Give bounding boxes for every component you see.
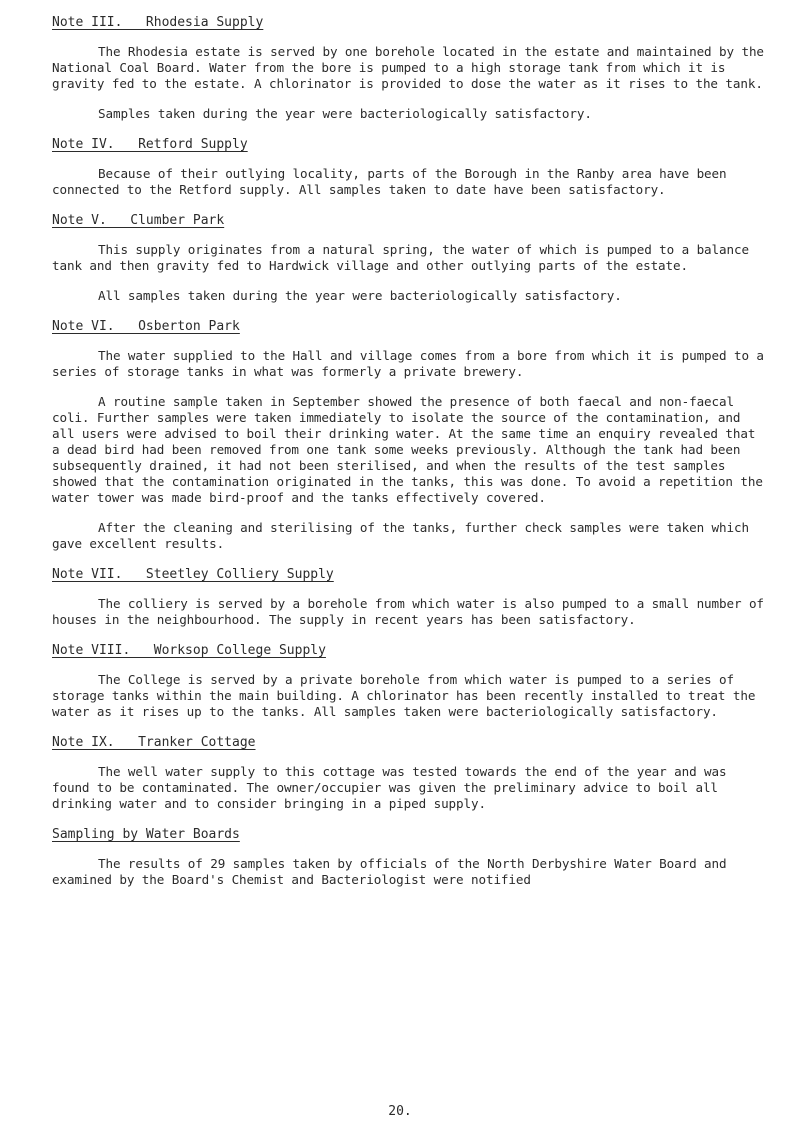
note-vii-paragraph-1: The colliery is served by a borehole from which water is also pumped to a small number of houses in the neighbourhood. The supply in recent years has been satisfactory. [52,596,764,627]
note-ix-heading: Note IX. Tranker Cottage [52,735,256,750]
note-viii-section [52,642,764,720]
note-vii-heading: Note VII. Steetley Colliery Supply [52,567,334,582]
document-page [52,14,764,902]
note-v-paragraph-1: This supply originates from a natural spring, the water of which is pumped to a balance tank and then gravity fed to Hardwick village and other outlying parts of the estate. [52,242,749,273]
page-number: 20. [388,1104,412,1119]
note-iii-heading: Note III. Rhodesia Supply [52,15,264,30]
note-iii-paragraph-2: Samples taken during the year were bacteriologically satisfactory. [98,106,592,121]
note-v-heading: Note V. Clumber Park [52,213,225,228]
note-v-paragraph-2: All samples taken during the year were bacteriologically satisfactory. [98,288,622,303]
note-iii-section [52,14,764,122]
sampling-heading: Sampling by Water Boards [52,827,240,842]
sampling-paragraph-1: The results of 29 samples taken by officials of the North Derbyshire Water Board and examined by the Board's Chemist and Bacteriologist were notified [52,856,727,887]
note-vi-paragraph-3: After the cleaning and sterilising of the tanks, further check samples were taken which gave excellent results. [52,520,749,551]
sampling-section [52,826,764,888]
note-vi-paragraph-1: The water supplied to the Hall and village comes from a bore from which it is pumped to a series of storage tanks in what was formerly a private brewery. [52,348,764,379]
note-iv-paragraph-1: Because of their outlying locality, parts of the Borough in the Ranby area have been connected to the Retford supply. All samples taken to date have been satisfactory. [52,166,727,197]
note-ix-paragraph-1: The well water supply to this cottage was tested towards the end of the year and was found to be contaminated. The owner/occupier was given the preliminary advice to boil all drinking water and to consider bringing in a piped supply. [52,764,727,811]
note-viii-heading: Note VIII. Worksop College Supply [52,643,326,658]
note-viii-paragraph-1: The College is served by a private borehole from which water is pumped to a series of storage tanks within the main building. A chlorinator has been recently installed to treat the water as it rises up to the tanks. All samples taken were bacteriologically satisfactory. [52,672,756,719]
note-ix-section [52,734,764,812]
note-iii-paragraph-1: The Rhodesia estate is served by one borehole located in the estate and maintained by the National Coal Board. Water from the bore is pumped to a high storage tank from which it is gravity fed to the estate. A chlorinator is provided to dose the water as it rises to the tank. [52,44,764,91]
note-vi-section [52,318,764,552]
note-iv-heading: Note IV. Retford Supply [52,137,248,152]
note-vii-section [52,566,764,628]
note-vi-heading: Note VI. Osberton Park [52,319,240,334]
note-iv-section [52,136,764,198]
note-vi-paragraph-2: A routine sample taken in September showed the presence of both faecal and non-faecal coli. Further samples were taken immediately to isolate the source of the contamination, and all users were advised to boil their drinking water. At the same time an enquiry revealed that a dead bird had been removed from one tank some weeks previously. Although the tank had been subsequently drained, it had not been sterilised, and when the results of the test samples showed that the contamination originated in the tanks, this was done. To avoid a repetition the water tower was made bird-proof and the tanks effectively covered. [52,394,763,505]
note-v-section [52,212,764,304]
